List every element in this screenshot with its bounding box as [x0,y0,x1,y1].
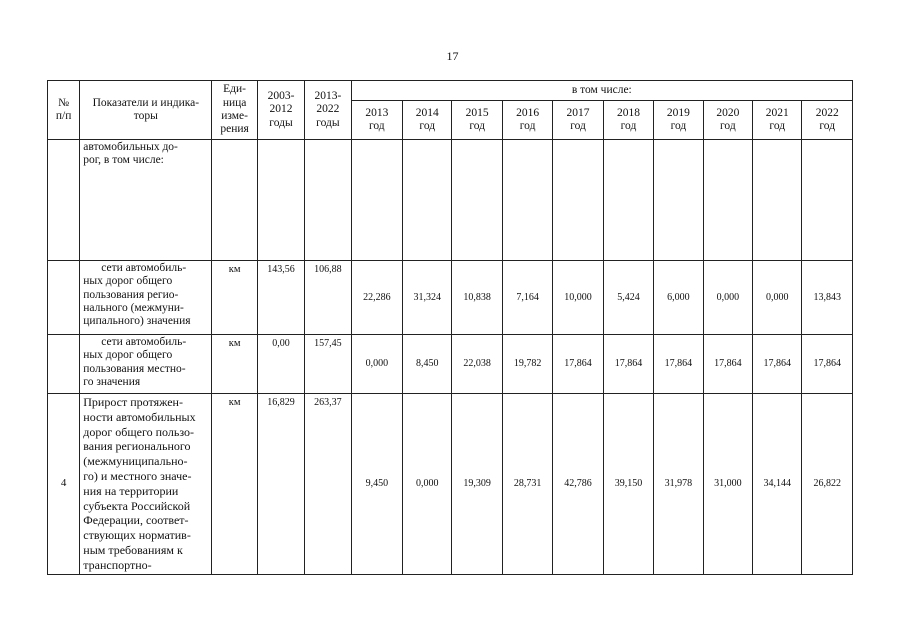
row-value: 17,864 [802,335,853,394]
row-value: 6,000 [654,261,703,335]
row-total-2013-2022: 263,37 [305,394,351,575]
table-row [48,394,853,575]
row-num [48,261,80,335]
row-unit: км [212,335,257,394]
header-year: 2022 год [802,101,853,140]
row-value: 28,731 [502,394,552,575]
row-value: 39,150 [603,394,653,575]
row-value: 19,309 [452,394,502,575]
row-value [553,140,603,261]
page-number: 17 [446,49,459,63]
row-value: 8,450 [403,335,452,394]
row-value: 31,978 [654,394,703,575]
row-value: 17,864 [603,335,653,394]
row-total-2003-2012: 16,829 [257,394,304,575]
row-indicator: Прирост протяжен- ности автомобильных дорог общего пользо- вания регионального (межмуниципально- го) и местного значе- ния на территории субъекта Российской Федерации, соответ- ствующих норматив- ным требованиям к транспортно- [80,394,212,575]
row-value [502,140,552,261]
row-value: 31,000 [703,394,752,575]
header-year: 2013 год [351,101,402,140]
row-value [654,140,703,261]
row-value: 31,324 [403,261,452,335]
row-value: 7,164 [502,261,552,335]
row-unit: км [212,394,257,575]
header-year: 2015 год [452,101,502,140]
row-value: 42,786 [553,394,603,575]
row-value: 10,000 [553,261,603,335]
row-num: 4 [48,394,80,575]
header-year: 2017 год [553,101,603,140]
row-value: 34,144 [753,394,802,575]
header-period-2013-2022: 2013- 2022 годы [305,81,351,140]
row-total-2003-2012 [257,140,304,261]
row-value [703,140,752,261]
row-value [351,140,402,261]
header-unit: Еди- ница изме- рения [212,81,257,140]
row-value: 0,000 [351,335,402,394]
row-value [452,140,502,261]
row-value: 17,864 [553,335,603,394]
row-total-2003-2012: 0,00 [257,335,304,394]
row-total-2013-2022: 106,88 [305,261,351,335]
row-value: 26,822 [802,394,853,575]
indicators-table [47,80,853,575]
header-num-cell [48,81,80,140]
row-value: 10,838 [452,261,502,335]
row-total-2013-2022 [305,140,351,261]
table-row [48,261,853,335]
table-row [48,335,853,394]
row-value: 17,864 [703,335,752,394]
header-year: 2016 год [502,101,552,140]
header-year: 2020 год [703,101,752,140]
header-indicator: Показатели и индика- торы [80,81,212,140]
header-year: 2019 год [654,101,703,140]
header-year: 2014 год [403,101,452,140]
row-value: 5,424 [603,261,653,335]
header-year: 2018 год [603,101,653,140]
header-row-1 [48,81,853,101]
row-value: 0,000 [703,261,752,335]
row-indicator: автомобильных до- рог, в том числе: [80,140,212,261]
row-indicator: сети автомобиль- ных дорог общего пользования регио- нального (межмуни- ципального) значения [80,261,212,335]
row-value: 9,450 [351,394,402,575]
row-value: 19,782 [502,335,552,394]
row-value: 17,864 [654,335,703,394]
row-value: 0,000 [753,261,802,335]
row-unit [212,140,257,261]
row-value [603,140,653,261]
row-value: 0,000 [403,394,452,575]
row-num [48,140,80,261]
row-total-2013-2022: 157,45 [305,335,351,394]
header-num-symbol: № [58,96,70,109]
row-value [802,140,853,261]
row-value: 17,864 [753,335,802,394]
header-num-abbr: п/п [55,110,72,122]
row-value [403,140,452,261]
row-value [753,140,802,261]
header-period-2003-2012: 2003- 2012 годы [257,81,304,140]
row-unit: км [212,261,257,335]
row-num [48,335,80,394]
header-year: 2021 год [753,101,802,140]
row-total-2003-2012: 143,56 [257,261,304,335]
table-row [48,140,853,261]
row-value: 22,038 [452,335,502,394]
row-indicator: сети автомобиль- ных дорог общего пользования местно- го значения [80,335,212,394]
header-including: в том числе: [351,81,852,101]
row-value: 22,286 [351,261,402,335]
row-value: 13,843 [802,261,853,335]
